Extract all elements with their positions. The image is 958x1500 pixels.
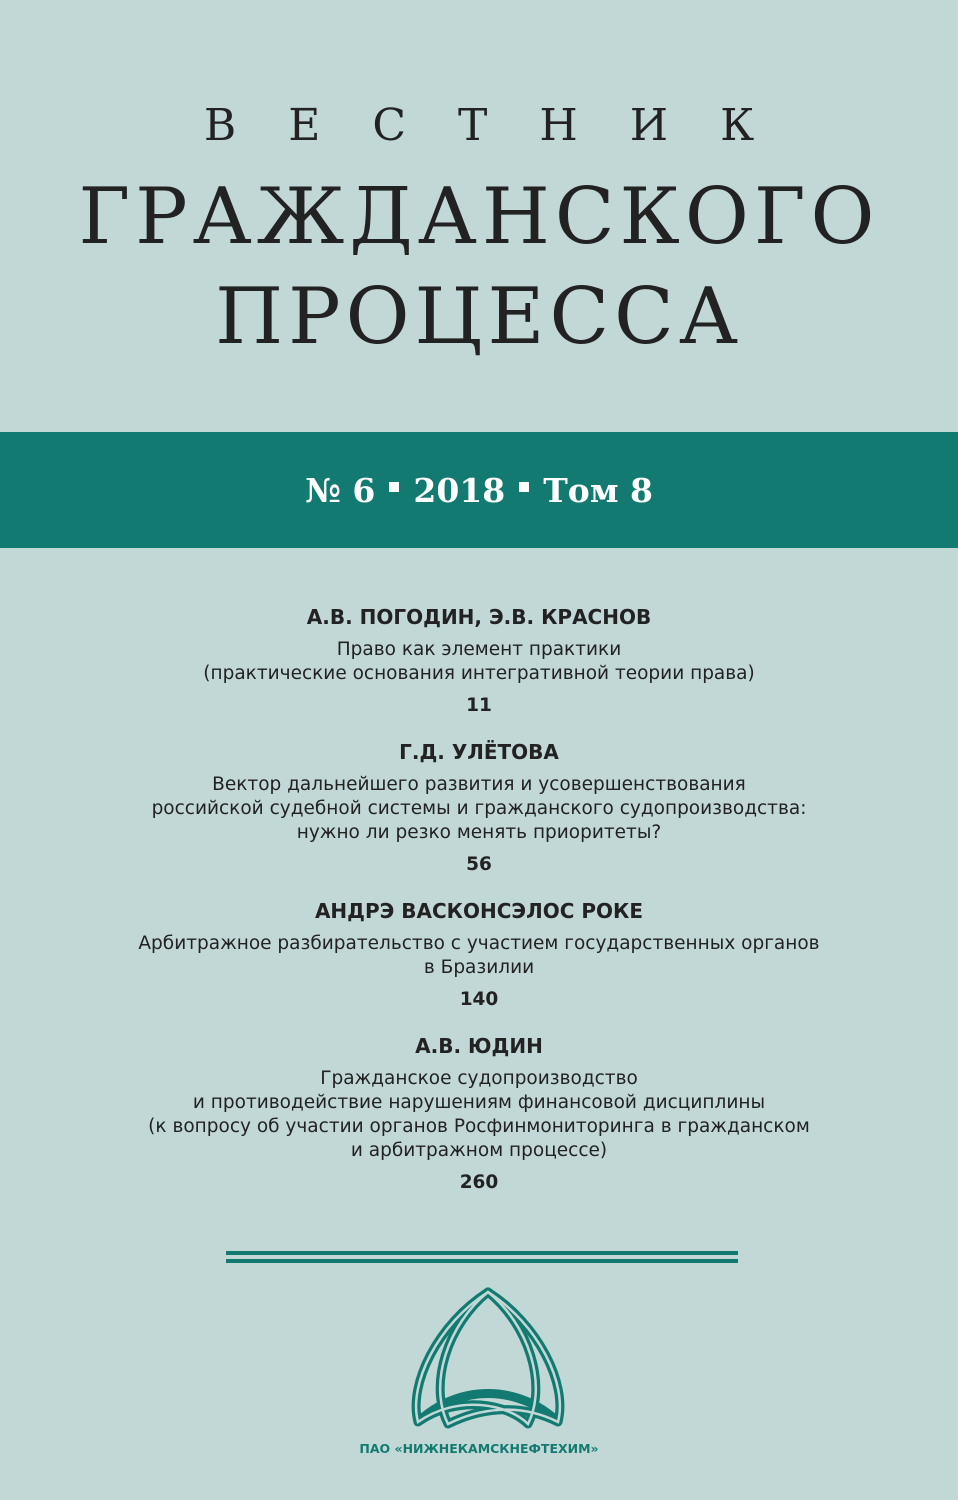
- separator-square-icon: [389, 482, 399, 492]
- article-entry: [0, 898, 958, 1013]
- article-title: Вектор дальнейшего развития и усовершенствования российской судебной системы и гражданского судопроизводства: нужно ли резко менять приоритеты?: [151, 774, 807, 843]
- table-of-contents: [0, 604, 958, 1216]
- article-entry: [0, 604, 958, 719]
- article-title: Право как элемент практики (практические основания интегративной теории права): [203, 639, 755, 684]
- title-line-grazhdanskogo: ГРАЖДАНСКОГО: [78, 172, 880, 262]
- article-page: 56: [466, 854, 492, 875]
- issue-volume: Том 8: [543, 470, 653, 510]
- article-page: 260: [459, 1172, 499, 1193]
- article-entry: [0, 1033, 958, 1196]
- divider-rule-bottom: [226, 1259, 738, 1263]
- article-page: 140: [459, 989, 499, 1010]
- title-line-processa: ПРОЦЕССА: [215, 272, 743, 362]
- article-authors: А.В. ЮДИН: [415, 1034, 543, 1058]
- article-title: Гражданское судопроизводство и противодействие нарушениям финансовой дисциплины (к вопросу об участии органов Росфинмониторинга в гражданском и арбитражном процессе): [148, 1068, 810, 1161]
- journal-title: [0, 0, 958, 430]
- issue-year: 2018: [413, 470, 506, 510]
- issue-band: [0, 432, 958, 548]
- title-line-vestnik: ВЕСТНИК: [203, 100, 807, 151]
- article-authors: АНДРЭ ВАСКОНСЭЛОС РОКЕ: [314, 899, 644, 923]
- article-authors: А.В. ПОГОДИН, Э.В. КРАСНОВ: [306, 605, 652, 629]
- article-entry: [0, 739, 958, 878]
- article-title: Арбитражное разбирательство с участием государственных органов в Бразилии: [138, 933, 820, 978]
- article-authors: Г.Д. УЛЁТОВА: [399, 740, 559, 764]
- divider-rule-top: [226, 1251, 738, 1255]
- issue-number: № 6: [305, 470, 376, 510]
- separator-square-icon: [519, 482, 529, 492]
- article-page: 11: [466, 695, 492, 716]
- triquetra-logo-icon: [398, 1284, 578, 1434]
- publisher-name: ПАО «НИЖНЕКАМСКНЕФТЕХИМ»: [359, 1441, 599, 1456]
